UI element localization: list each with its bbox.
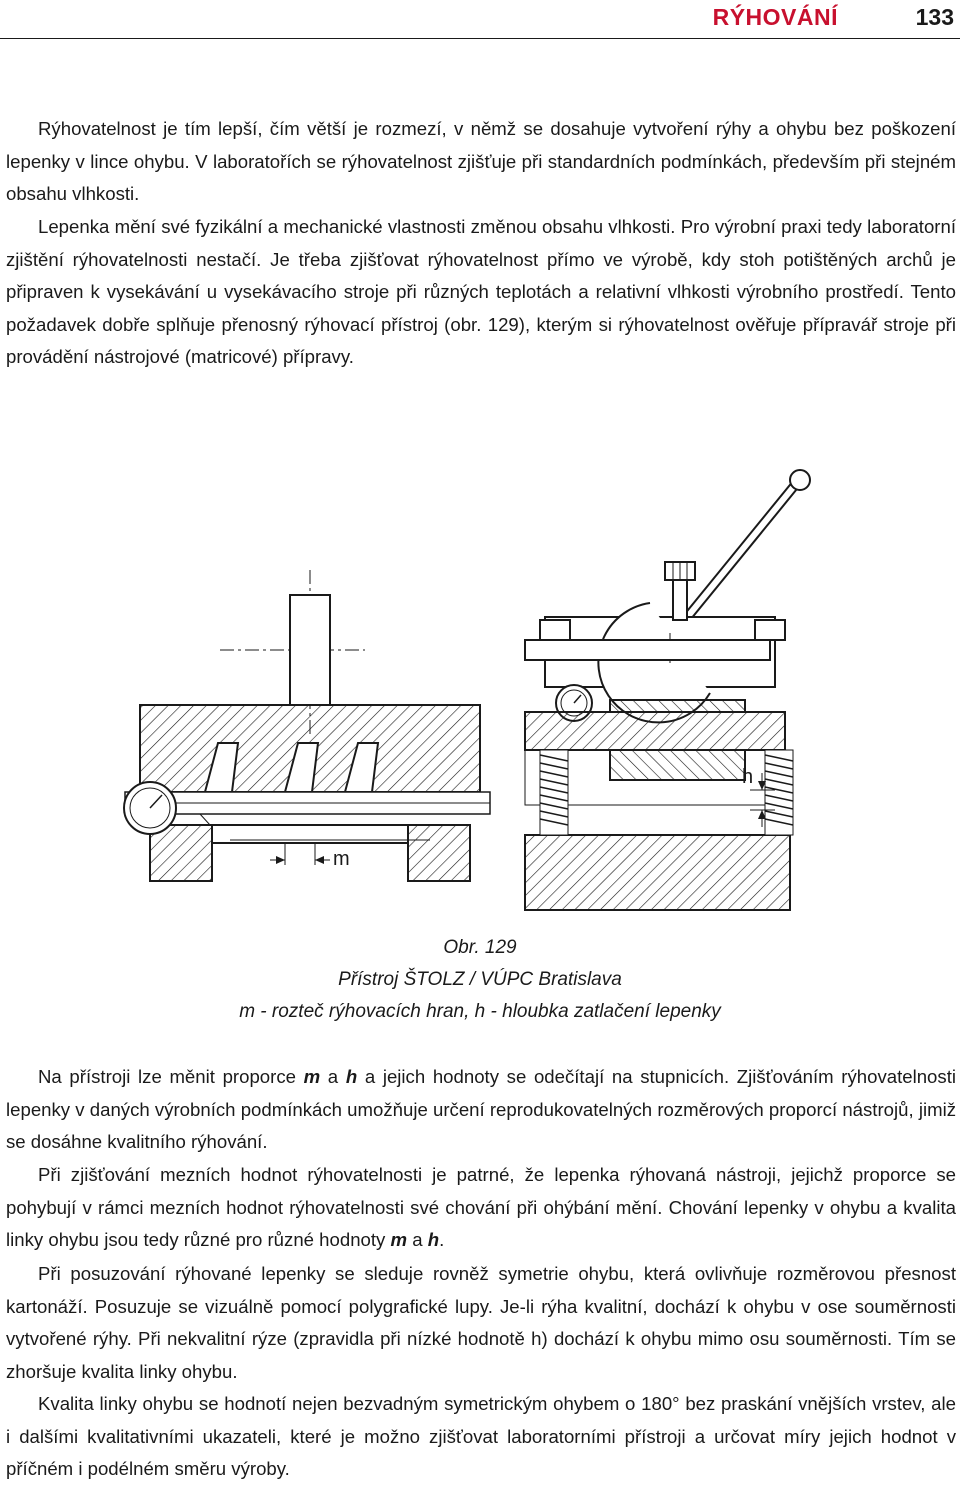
ryhovaci-pristroj-drawing [110,445,880,925]
paragraph-3-text-c: a jejich hodnoty se odečítají na stupnicích. Zjišťováním rýhovatelnosti lepenky v daných výrobních podmínkách umožňuje určení reprodukovatelných rozměrových proporcí nástrojů, jimiž se dosáhne kvalitního rýhování. [6,1066,956,1152]
paragraph-3-text-b: a [320,1066,346,1087]
figure-caption-description: m - rozteč rýhovacích hran, h - hloubka zatlačení lepenky [239,1001,721,1022]
paragraph-6 [6,1388,956,1486]
left-section-view [124,570,490,881]
paragraph-3-symbol-m: m [303,1066,321,1087]
paragraph-4-text-a: Při zjišťování mezních hodnot rýhovatelnosti je patrné, že lepenka rýhovaná nástroji, jejichž proporce se pohybují v rámci mezních hodnot rýhovatelnosti své chování při ohýbání mění. Chování lepenky v ohybu a kvalita linky ohybu jsou tedy různé pro různé hodnoty [6,1164,956,1250]
paragraph-2-text: Lepenka mění své fyzikální a mechanické vlastnosti změnou obsahu vlhkosti. Pro výrobní praxi tedy laboratorní zjištění rýhovatelnosti nestačí. Je třeba zjišťovat rýhovatelnost přímo ve výrobě, kdy stoh potištěných archů je připraven k vysekávání u vysekávacího stroje při různých teplotách a relativní vlhkosti výrobního prostředí. Tento požadavek dobře splňuje přenosný rýhovací přístroj (obr. 129), kterým si rýhovatelnost ověřuje přípravář stroje při provádění nástrojové (matricové) přípravy. [6,216,956,367]
figure-caption-title: Přístroj ŠTOLZ / VÚPC Bratislava [338,969,622,990]
paragraph-4 [6,1159,956,1257]
paragraph-4-text-c: . [439,1229,445,1250]
paragraph-3-symbol-h: h [345,1066,358,1087]
paragraph-1 [6,113,956,211]
paragraph-4-symbol-m: m [390,1229,408,1250]
paragraph-3-text-a: Na přístroji lze měnit proporce [38,1066,304,1087]
figure-129 [110,445,880,925]
paragraph-4-text-b: a [407,1229,428,1250]
paragraph-6-text: Kvalita linky ohybu se hodnotí nejen bezvadným symetrickým ohybem o 180° bez praskání vnějších vrstev, ale i dalšími kvalitativními ukazateli, které je možno zjišťovat laboratorními přístroji a určovat míry jejich hodnot v příčném i podélném směru výroby. [6,1393,956,1479]
paragraph-1-text: Rýhovatelnost je tím lepší, čím větší je rozmezí, v němž se dosahuje vytvoření rýhy a ohybu bez poškození lepenky v lince ohybu. V laboratořích se rýhovatelnost zjišťuje při standardních podmínkách, především při stejném obsahu vlhkosti. [6,118,956,204]
figure-caption-number: Obr. 129 [443,937,517,958]
paragraph-4-symbol-h: h [427,1229,440,1250]
header-rule [0,38,960,39]
chapter-title: RÝHOVÁNÍ [712,4,838,30]
label-h: h [742,766,754,788]
page-header [0,0,960,40]
paragraph-3 [6,1061,956,1159]
paragraph-5 [6,1258,956,1388]
right-press-view [525,470,810,910]
paragraph-2 [6,211,956,374]
page-number: 133 [915,4,954,30]
paragraph-5-text: Při posuzování rýhované lepenky se sleduje rovněž symetrie ohybu, která ovlivňuje rozměrovou přesnost kartonáží. Posuzuje se vizuálně pomocí polygrafické lupy. Je-li rýha kvalitní, dochází k ohybu v ose souměrnosti vytvořené rýhy. Při nekvalitní rýze (zpravidla při nízké hodnotě h) dochází k ohybu mimo osu souměrnosti. Tím se zhoršuje kvalita linky ohybu. [6,1263,956,1382]
label-m: m [333,848,350,870]
